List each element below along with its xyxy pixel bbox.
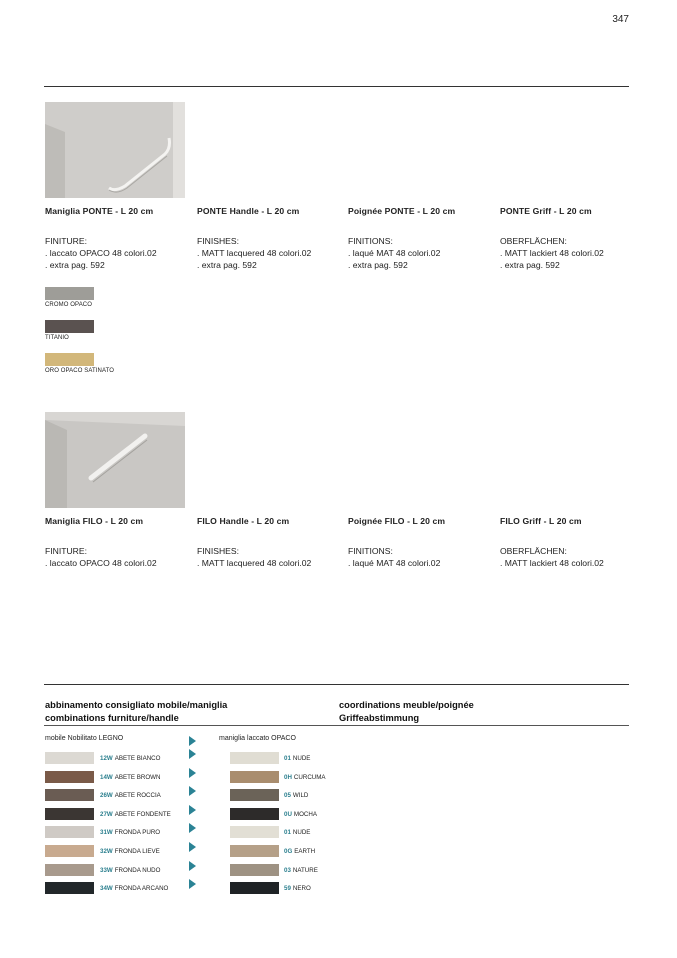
combination-row [0, 808, 677, 820]
swatch-cromo-opaco [45, 287, 94, 300]
finish-code: 05 [284, 792, 291, 799]
lacquer-finish-label [284, 792, 308, 799]
filo-line: . laqué MAT 48 colori.02 [348, 558, 441, 568]
heading-line: combinations furniture/handle [45, 713, 179, 723]
finish-name: MOCHA [293, 811, 317, 818]
finish-code: 0H [284, 774, 292, 781]
finish-code: 59 [284, 885, 291, 892]
arrow-right-icon [189, 768, 196, 778]
swatch-label: CROMO OPACO [45, 302, 92, 308]
heading-line: Griffeabstimmung [339, 713, 420, 723]
ponte-col-it [45, 205, 195, 271]
combination-row [0, 826, 677, 838]
ponte-title-en: PONTE Handle - L 20 cm [197, 206, 300, 216]
finish-code: 32W [100, 848, 113, 855]
finish-name: FRONDA ARCANO [114, 885, 169, 892]
wood-finish-label [100, 792, 161, 799]
finish-name: ABETE ROCCIA [114, 792, 161, 799]
finish-code: 0U [284, 811, 292, 818]
swatch-label: ORO OPACO SATINATO [45, 368, 115, 374]
wood-finish-label [100, 829, 160, 836]
filo-title-en: FILO Handle - L 20 cm [197, 516, 290, 526]
finish-name: NUDE [292, 829, 311, 836]
heading-line: abbinamento consigliato mobile/maniglia [45, 700, 228, 710]
lacquer-finish-chip [230, 882, 279, 894]
finish-name: ABETE FONDENTE [114, 811, 171, 818]
finish-name: ABETE BIANCO [114, 755, 161, 762]
lacquer-finish-label [284, 848, 315, 855]
finish-name: FRONDA NUDO [114, 867, 161, 874]
finish-name: NUDE [292, 755, 311, 762]
filo-line: FINITURE: [45, 546, 88, 556]
ponte-handle-photo [45, 102, 185, 198]
ponte-col-de [500, 205, 650, 271]
ponte-line: . MATT lacquered 48 colori.02 [197, 248, 312, 258]
wood-finish-label [100, 848, 160, 855]
combination-row [0, 864, 677, 876]
filo-title-de: FILO Griff - L 20 cm [500, 516, 582, 526]
combinations-header-divider [44, 725, 629, 726]
finish-code: 14W [100, 774, 113, 781]
finish-name: EARTH [294, 848, 316, 855]
lacquer-finish-chip [230, 808, 279, 820]
finish-name: NATURE [292, 867, 318, 874]
combination-row [0, 882, 677, 894]
finish-name: FRONDA LIEVE [114, 848, 160, 855]
lacquer-finish-chip [230, 864, 279, 876]
swatch-oro-opaco-satinato [45, 353, 94, 366]
ponte-title-fr: Poignée PONTE - L 20 cm [348, 206, 456, 216]
filo-line: FINISHES: [197, 546, 240, 556]
combination-row [0, 771, 677, 783]
wood-finish-chip [45, 882, 94, 894]
finish-code: 34W [100, 885, 113, 892]
swatch-label: TITANIO [45, 335, 69, 341]
lacquer-finish-label [284, 811, 317, 818]
ponte-col-fr [348, 205, 498, 271]
top-divider [44, 86, 629, 87]
lacquer-finish-label [284, 774, 326, 781]
arrow-right-icon [189, 861, 196, 871]
lacquer-finish-chip [230, 826, 279, 838]
combination-row [0, 789, 677, 801]
filo-col-it [45, 515, 195, 569]
wood-finish-chip [45, 845, 94, 857]
combination-row [0, 752, 677, 764]
ponte-line: FINITIONS: [348, 236, 393, 246]
filo-title-it: Maniglia FILO - L 20 cm [45, 516, 144, 526]
ponte-title-de: PONTE Griff - L 20 cm [500, 206, 592, 216]
lacquer-finish-chip [230, 789, 279, 801]
wood-finish-label [100, 867, 160, 874]
swatch-titanio [45, 320, 94, 333]
filo-line: . MATT lacquered 48 colori.02 [197, 558, 312, 568]
ponte-line: . extra pag. 592 [45, 260, 105, 270]
filo-line: OBERFLÄCHEN: [500, 546, 567, 556]
finish-code: 12W [100, 755, 113, 762]
wood-finish-label [100, 755, 160, 762]
wood-finish-label [100, 774, 160, 781]
wood-finish-chip [45, 808, 94, 820]
combination-row [0, 845, 677, 857]
arrow-right-icon [189, 823, 196, 833]
finish-code: 01 [284, 755, 291, 762]
lacquer-finish-chip [230, 771, 279, 783]
lacquer-handle-header: maniglia laccato OPACO [219, 735, 296, 742]
filo-col-en [197, 515, 347, 569]
ponte-line: OBERFLÄCHEN: [500, 236, 567, 246]
lacquer-finish-label [284, 867, 318, 874]
lacquer-finish-label [284, 755, 310, 762]
combinations-heading-left [45, 699, 227, 725]
wood-finish-label [100, 811, 171, 818]
finish-name: NERO [292, 885, 311, 892]
ponte-line: . extra pag. 592 [348, 260, 408, 270]
filo-line: . laccato OPACO 48 colori.02 [45, 558, 157, 568]
finish-name: WILD [292, 792, 309, 799]
lacquer-finish-label [284, 829, 310, 836]
filo-line: . MATT lackiert 48 colori.02 [500, 558, 604, 568]
ponte-line: . laqué MAT 48 colori.02 [348, 248, 441, 258]
filo-col-fr [348, 515, 498, 569]
combinations-top-divider [44, 684, 629, 685]
finish-swatches [45, 287, 114, 386]
ponte-line: . extra pag. 592 [500, 260, 560, 270]
finish-code: 31W [100, 829, 113, 836]
finish-code: 0G [284, 848, 293, 855]
ponte-title-it: Maniglia PONTE - L 20 cm [45, 206, 154, 216]
finish-name: CURCUMA [293, 774, 326, 781]
finish-code: 03 [284, 867, 291, 874]
wood-finish-chip [45, 771, 94, 783]
arrow-right-icon [189, 736, 196, 746]
wood-finish-chip [45, 864, 94, 876]
page-number: 347 [612, 14, 629, 25]
arrow-right-icon [189, 879, 196, 889]
wood-furniture-header: mobile Nobilitato LEGNO [45, 735, 124, 742]
finish-code: 33W [100, 867, 113, 874]
lacquer-finish-label [284, 885, 311, 892]
filo-title-fr: Poignée FILO - L 20 cm [348, 516, 446, 526]
ponte-line: FINITURE: [45, 236, 88, 246]
finish-code: 27W [100, 811, 113, 818]
combinations-heading-right [339, 699, 474, 725]
wood-finish-chip [45, 752, 94, 764]
ponte-line: FINISHES: [197, 236, 240, 246]
wood-finish-chip [45, 789, 94, 801]
ponte-line: . MATT lackiert 48 colori.02 [500, 248, 604, 258]
finish-name: ABETE BROWN [114, 774, 161, 781]
ponte-line: . extra pag. 592 [197, 260, 257, 270]
arrow-right-icon [189, 842, 196, 852]
wood-finish-chip [45, 826, 94, 838]
heading-line: coordinations meuble/poignée [339, 700, 474, 710]
filo-col-de [500, 515, 650, 569]
finish-code: 01 [284, 829, 291, 836]
arrow-right-icon [189, 749, 196, 759]
ponte-line: . laccato OPACO 48 colori.02 [45, 248, 157, 258]
ponte-col-en [197, 205, 347, 271]
filo-line: FINITIONS: [348, 546, 393, 556]
arrow-right-icon [189, 786, 196, 796]
wood-finish-label [100, 885, 168, 892]
finish-code: 26W [100, 792, 113, 799]
finish-name: FRONDA PURO [114, 829, 161, 836]
filo-handle-photo [45, 412, 185, 508]
lacquer-finish-chip [230, 752, 279, 764]
lacquer-finish-chip [230, 845, 279, 857]
arrow-right-icon [189, 805, 196, 815]
